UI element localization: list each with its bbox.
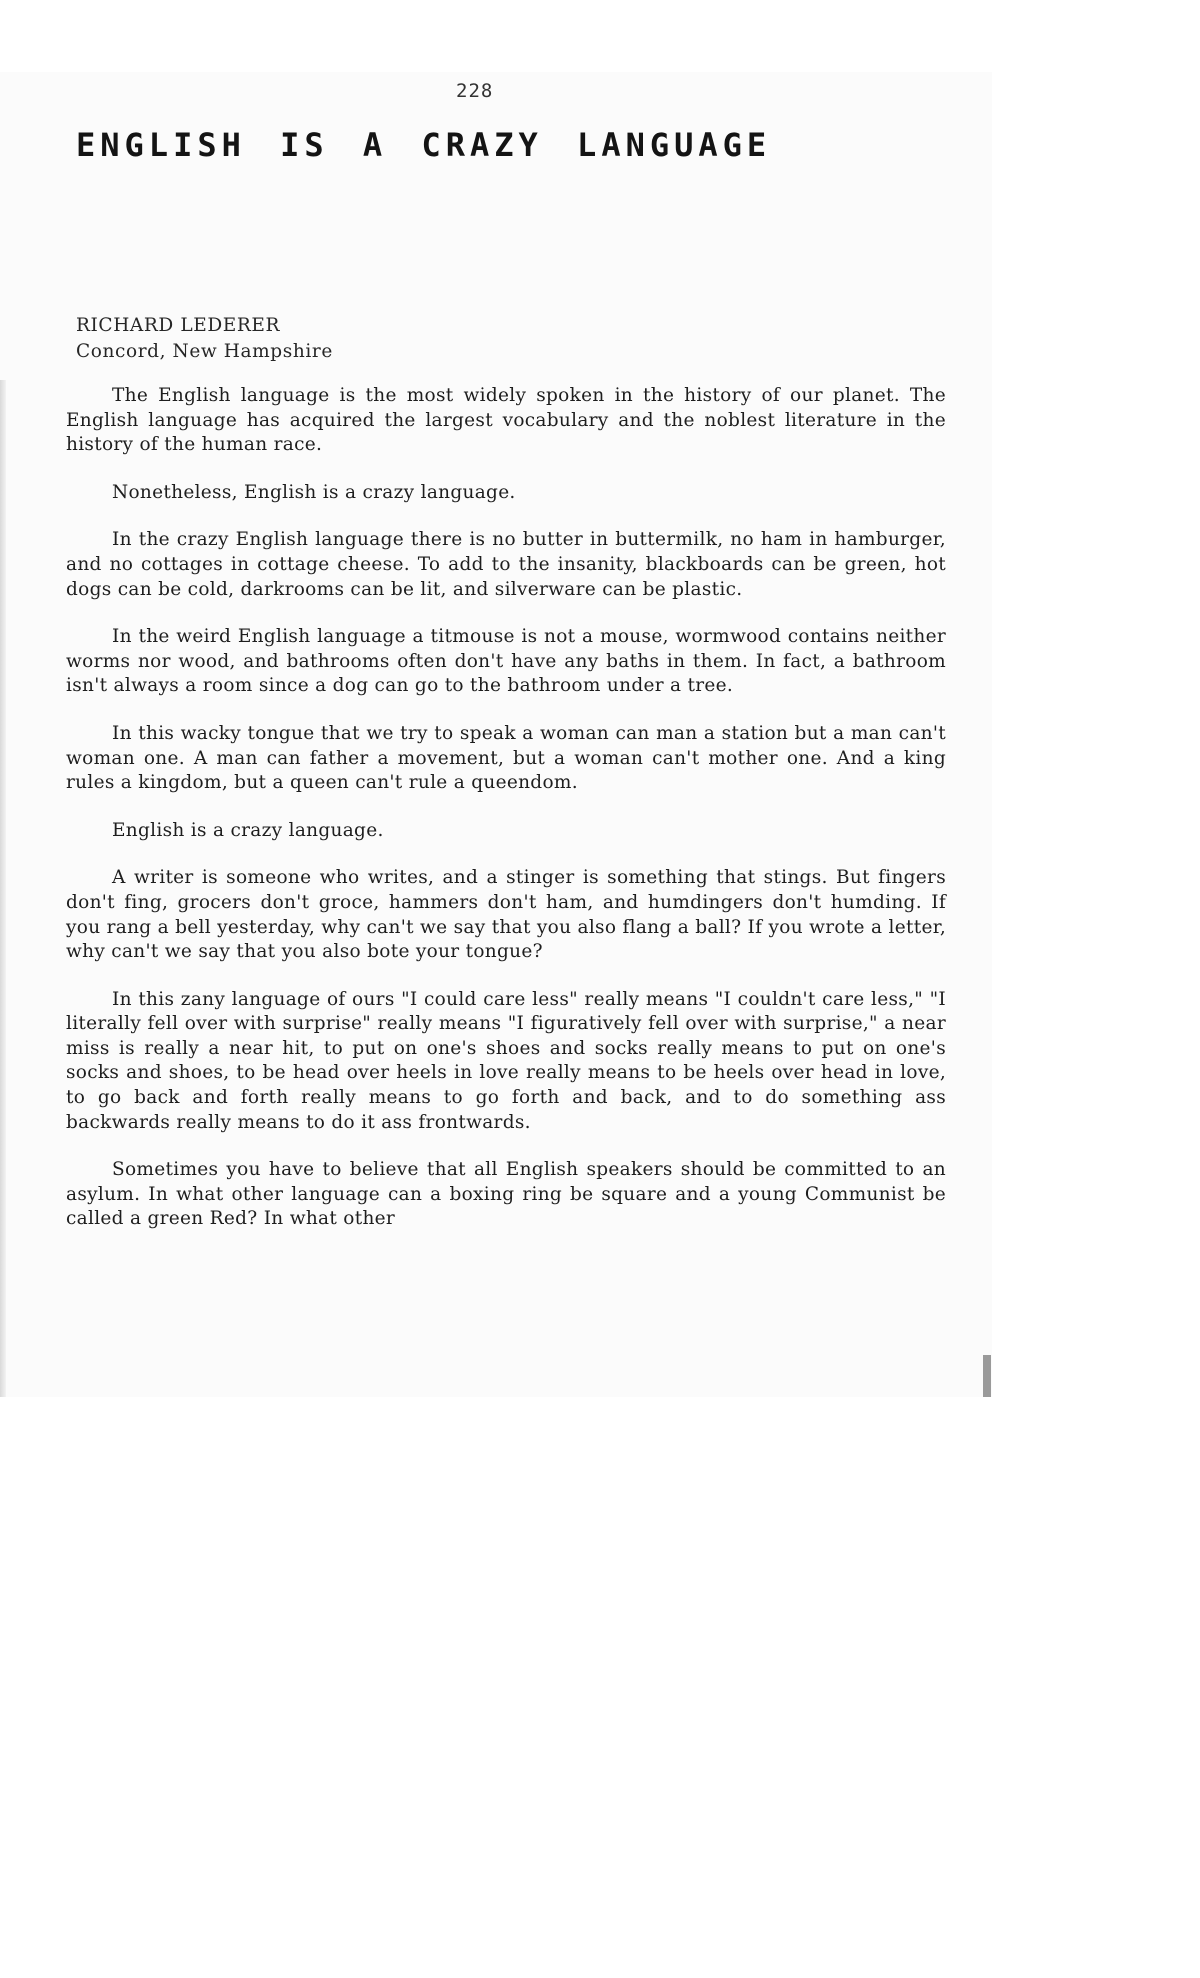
page-left-edge-shadow (0, 380, 6, 1397)
paragraph: In the weird English language a titmouse is not a mouse, wormwood contains neither worms nor wood, and bathrooms often don't have any baths in them. In fact, a bathroom isn't always a room since a dog can go to the bathroom under a tree. (66, 626, 946, 697)
author-name: RICHARD LEDERER (76, 315, 281, 336)
page-number: 228 (456, 80, 494, 102)
author-location: Concord, New Hampshire (76, 341, 333, 362)
page-right-edge-mark (983, 1355, 991, 1397)
paragraph: In this wacky tongue that we try to speak a woman can man a station but a man can't woman one. A man can father a movement, but a woman can't mother one. And a king rules a kingdom, but a queen can't rule a queendom. (66, 722, 946, 794)
byline (76, 313, 333, 365)
paragraph: In the crazy English language there is no butter in buttermilk, no ham in hamburger, and no cottages in cottage cheese. To add to the insanity, blackboards can be green, hot dogs can be cold, darkrooms can be lit, and silverware can be plastic. (66, 529, 946, 600)
paragraph: The English language is the most widely spoken in the history of our planet. The English language has acquired the largest vocabulary and the noblest literature in the history of the human race. (66, 385, 946, 456)
paragraph: English is a crazy language. (112, 819, 384, 841)
paragraph: Sometimes you have to believe that all English speakers should be committed to an asylum. In what other language can a boxing ring be square and a young Communist be called a green Red? In what other (66, 1159, 946, 1230)
paragraph: A writer is someone who writes, and a stinger is something that stings. But fingers don't fing, grocers don't groce, hammers don't ham, and humdingers don't humding. If you rang a bell yesterday, why can't we say that you also flang a ball? If you wrote a letter, why can't we say that you also bote your tongue? (66, 867, 946, 963)
article-body (66, 384, 946, 1255)
paragraph: In this zany language of ours "I could care less" really means "I couldn't care less," "I literally fell over with surprise" really means "I figuratively fell over with surprise," a near miss is really a near hit, to put on one's shoes and socks really means to put on one's socks and shoes, to be head over heels in love really means to be heels over head in love, to go back and forth really means to go forth and back, and to do something ass backwards really means to do it ass frontwards. (66, 988, 946, 1133)
article-title: ENGLISH IS A CRAZY LANGUAGE (76, 126, 772, 164)
paragraph: Nonetheless, English is a crazy language. (112, 481, 516, 503)
